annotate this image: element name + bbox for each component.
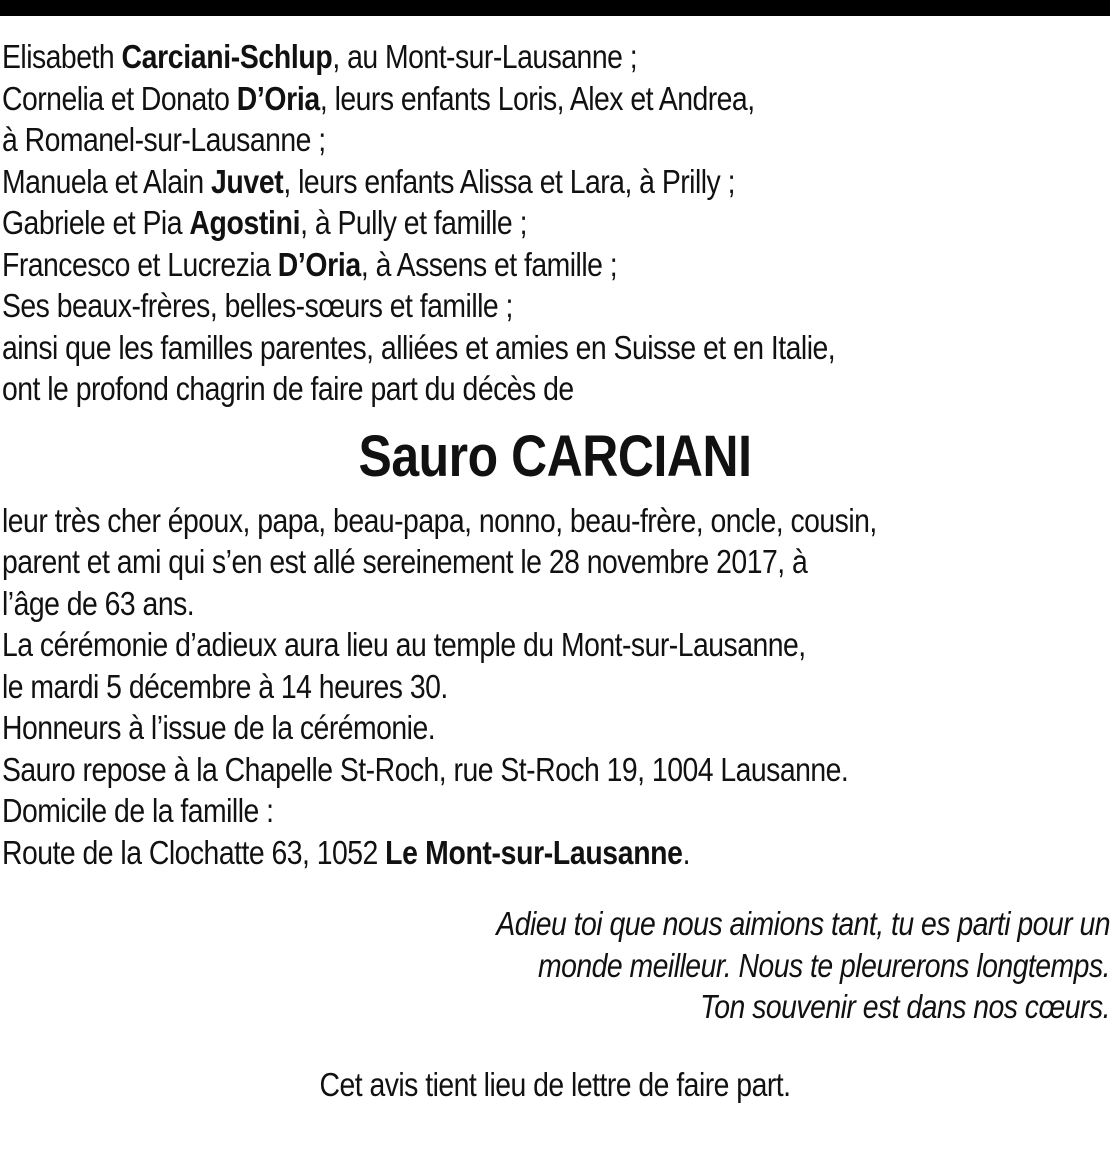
- details-line: La cérémonie d’adieux aura lieu au temple du Mont-sur-Lausanne,: [2, 626, 806, 663]
- details-line: le mardi 5 décembre à 14 heures 30.: [2, 667, 448, 705]
- death-notice: [2, 36, 1108, 1105]
- surname: Juvet: [210, 162, 284, 200]
- surname: Agostini: [189, 204, 301, 241]
- family-line: Ses beaux-frères, belles-sœurs et famille ;: [2, 287, 513, 324]
- closing-note: Cet avis tient lieu de lettre de faire part.: [319, 1065, 791, 1103]
- top-rule: [0, 0, 1110, 16]
- details-line: parent et ami qui s’en est allé sereinement le 28 novembre 2017, à: [2, 543, 808, 580]
- surname: D’Oria: [236, 79, 320, 117]
- family-line: à Romanel-sur-Lausanne ;: [2, 121, 326, 158]
- address-line: Route de la Clochatte 63, 1052 Le Mont-sur-Lausanne.: [2, 833, 690, 871]
- details-line: Domicile de la famille :: [2, 792, 274, 829]
- spacer: [2, 873, 1108, 903]
- family-line: ont le profond chagrin de faire part du décès de: [2, 370, 574, 407]
- epitaph-line: monde meilleur. Nous te pleurerons longtemps.: [537, 946, 1110, 984]
- details-line: Honneurs à l’issue de la cérémonie.: [2, 709, 436, 746]
- surname: Carciani-Schlup: [121, 38, 333, 75]
- family-line: Manuela et Alain Juvet, leurs enfants Alissa et Lara, à Prilly ;: [2, 162, 735, 200]
- deceased-name: Sauro CARCIANI: [358, 423, 752, 489]
- family-line: Elisabeth Carciani-Schlup, au Mont-sur-Lausanne ;: [2, 38, 638, 75]
- family-line: Cornelia et Donato D’Oria, leurs enfants Loris, Alex et Andrea,: [2, 79, 755, 117]
- details-list: [2, 500, 1108, 874]
- epitaph-line: Ton souvenir est dans nos cœurs.: [700, 988, 1110, 1025]
- epitaph: [2, 903, 1108, 1028]
- epitaph-line: Adieu toi que nous aimions tant, tu es parti pour un: [496, 905, 1110, 942]
- family-line: Francesco et Lucrezia D’Oria, à Assens et famille ;: [2, 245, 618, 283]
- details-line: l’âge de 63 ans.: [2, 584, 195, 622]
- details-line: Sauro repose à la Chapelle St-Roch, rue St-Roch 19, 1004 Lausanne.: [2, 750, 849, 788]
- family-line: ainsi que les familles parentes, alliées et amies en Suisse et en Italie,: [2, 328, 836, 366]
- surname: D’Oria: [277, 245, 361, 283]
- locality: Le Mont-sur-Lausanne: [385, 833, 683, 871]
- details-line: leur très cher époux, papa, beau-papa, nonno, beau-frère, oncle, cousin,: [2, 501, 877, 539]
- family-list: [2, 36, 1108, 410]
- family-line: Gabriele et Pia Agostini, à Pully et famille ;: [2, 204, 527, 241]
